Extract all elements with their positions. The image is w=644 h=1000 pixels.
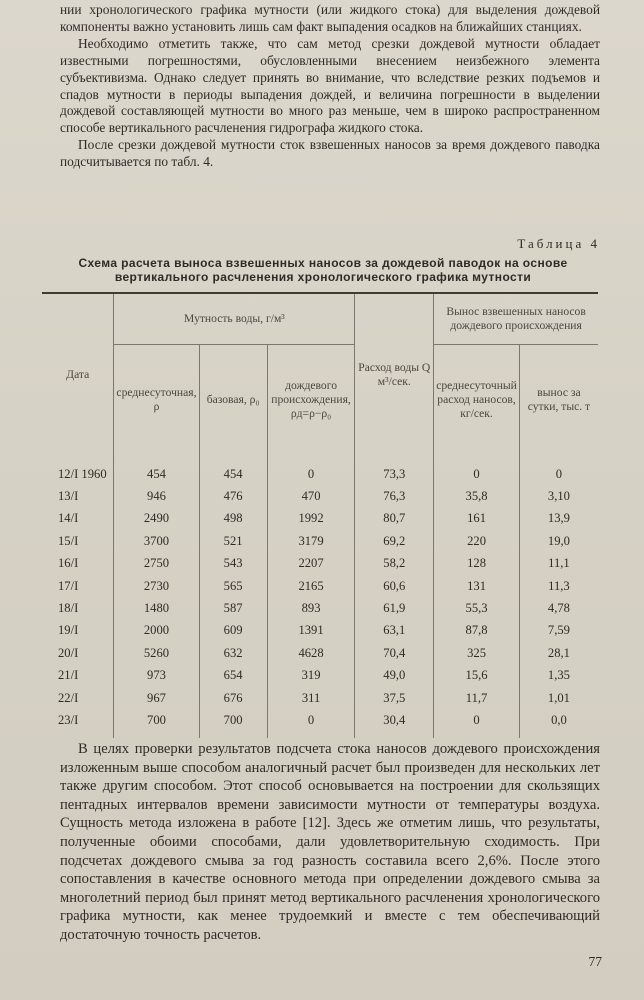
cell-base: 565 [199, 575, 267, 597]
table-body [42, 455, 598, 738]
table-row [42, 553, 598, 575]
table-row [42, 687, 598, 709]
cell-base: 609 [199, 620, 267, 642]
cell-date: 21/I [58, 668, 79, 683]
cell-rain: 2165 [267, 575, 355, 597]
cell-q: 80,7 [355, 508, 434, 530]
cell-q: 76,3 [355, 485, 434, 507]
cell-outflow: 4,78 [519, 597, 598, 619]
cell-date: 19/I [58, 623, 79, 638]
cell-outflow: 19,0 [519, 530, 598, 552]
cell-flow: 131 [434, 575, 520, 597]
cell-q: 37,5 [355, 687, 434, 709]
cell-q: 30,4 [355, 709, 434, 737]
cell-mean: 967 [114, 687, 199, 709]
cell-q: 63,1 [355, 620, 434, 642]
cell-rain: 893 [267, 597, 355, 619]
cell-q: 58,2 [355, 553, 434, 575]
paragraph-verification: В целях проверки результатов подсчета стока наносов дождевого происхождения изложенным выше способом аналогичный расчет был произведен для нескольких лет также другим способом. Этот способ основывается на построении для скользящих пентадных интервалов времени зависимости мутности от температуры воздуха. Сущность метода изложена в работе [12]. Здесь же отметим лишь, что результаты, полученные обоими способами, дали удовлетворительную сходимость. При подсчетах дождевого смыва за год разность составила всего 2,6%. После этого сопоставления в качестве основного метода при определении дождевого смыва за многолетний период был принят метод вертикального расчленения хронологического графика мутности, как менее трудоемкий и вместе с тем обеспечивающий достаточную точность расчетов. [60, 741, 600, 943]
table-row [42, 508, 598, 530]
cell-date: 20/I [58, 645, 79, 660]
header-rain-origin: дождевого происхождения, ρд=ρ−ρ₀ [267, 345, 355, 456]
cell-rain: 0 [267, 709, 355, 737]
cell-mean: 454 [114, 455, 199, 485]
cell-outflow: 7,59 [519, 620, 598, 642]
cell-date: 16/I [58, 556, 79, 571]
table-row [42, 665, 598, 687]
cell-base: 498 [199, 508, 267, 530]
cell-outflow: 28,1 [519, 642, 598, 664]
top-text-block [60, 2, 600, 171]
cell-q: 69,2 [355, 530, 434, 552]
cell-base: 543 [199, 553, 267, 575]
cell-rain: 311 [267, 687, 355, 709]
header-mean-daily: среднесуточная, ρ [114, 345, 199, 456]
header-daily-outflow: вынос за сутки, тыс. т [519, 345, 598, 456]
header-turbidity-group: Мутность воды, г/м³ [114, 293, 355, 345]
table-label: Таблица 4 [517, 236, 600, 251]
cell-mean: 2730 [114, 575, 199, 597]
paragraph-method-errors: Необходимо отметить также, что сам метод срезки дождевой мутности обладает известными погрешностями, обусловленными внесением неизбежного элемента субъективизма. Однако следует принять во внимание, что вследствие резких подъемов и спадов мутности в периоды выпадения дождей, и величина погрешности в выделении дождевой составляющей мутности во много раз меньше, чем в широко распространенном способе вертикального расчленения гидрографа жидкого стока. [60, 35, 600, 136]
cell-rain: 319 [267, 665, 355, 687]
cell-mean: 946 [114, 485, 199, 507]
cell-rain: 1391 [267, 620, 355, 642]
cell-flow: 0 [434, 709, 520, 737]
cell-outflow: 0,0 [519, 709, 598, 737]
cell-mean: 700 [114, 709, 199, 737]
cell-flow: 161 [434, 508, 520, 530]
cell-mean: 3700 [114, 530, 199, 552]
cell-q: 73,3 [355, 455, 434, 485]
cell-base: 521 [199, 530, 267, 552]
cell-base: 587 [199, 597, 267, 619]
cell-base: 654 [199, 665, 267, 687]
bottom-text-block [60, 740, 600, 945]
cell-flow: 325 [434, 642, 520, 664]
cell-rain: 3179 [267, 530, 355, 552]
header-mean-daily-flow: среднесуточный расход наносов, кг/сек. [434, 345, 520, 456]
cell-flow: 15,6 [434, 665, 520, 687]
cell-mean: 973 [114, 665, 199, 687]
page-number: 77 [588, 954, 602, 969]
cell-outflow: 13,9 [519, 508, 598, 530]
cell-flow: 11,7 [434, 687, 520, 709]
cell-base: 632 [199, 642, 267, 664]
cell-q: 60,6 [355, 575, 434, 597]
paragraph-continuation: нии хронологического графика мутности (или жидкого стока) для выделения дождевой компоненты важно установить лишь сам факт выпадения осадков на ближайших станциях. [60, 2, 600, 34]
cell-base: 476 [199, 485, 267, 507]
cell-date: 17/I [58, 578, 79, 593]
cell-rain: 470 [267, 485, 355, 507]
cell-rain: 2207 [267, 553, 355, 575]
sediment-table [42, 292, 598, 738]
cell-flow: 220 [434, 530, 520, 552]
table-row [42, 455, 598, 485]
cell-outflow: 11,1 [519, 553, 598, 575]
cell-q: 70,4 [355, 642, 434, 664]
table-row [42, 530, 598, 552]
cell-q: 61,9 [355, 597, 434, 619]
cell-outflow: 1,01 [519, 687, 598, 709]
cell-flow: 128 [434, 553, 520, 575]
cell-flow: 35,8 [434, 485, 520, 507]
cell-date: 15/I [58, 533, 79, 548]
cell-outflow: 11,3 [519, 575, 598, 597]
header-outflow-group: Вынос взвешенных наносов дождевого происхождения [434, 293, 598, 345]
cell-rain: 1992 [267, 508, 355, 530]
table-row [42, 620, 598, 642]
cell-flow: 87,8 [434, 620, 520, 642]
cell-date: 22/I [58, 690, 79, 705]
cell-date: 18/I [58, 601, 79, 616]
cell-flow: 0 [434, 455, 520, 485]
cell-date: 12/I 1960 [58, 466, 107, 481]
cell-outflow: 3,10 [519, 485, 598, 507]
table-row [42, 709, 598, 737]
table-row [42, 597, 598, 619]
cell-base: 676 [199, 687, 267, 709]
cell-q: 49,0 [355, 665, 434, 687]
table-title: Схема расчета выноса взвешенных наносов за дождевой паводок на основе вертикального расчленения хронологического графика мутности [78, 256, 568, 284]
cell-base: 700 [199, 709, 267, 737]
cell-base: 454 [199, 455, 267, 485]
paragraph-table-reference: После срезки дождевой мутности сток взвешенных наносов за время дождевого паводка подсчитывается по табл. 4. [60, 137, 600, 170]
cell-date: 23/I [58, 712, 79, 727]
cell-outflow: 0 [519, 455, 598, 485]
header-date: Дата [42, 293, 114, 455]
cell-mean: 1480 [114, 597, 199, 619]
cell-mean: 2000 [114, 620, 199, 642]
table-row [42, 575, 598, 597]
cell-date: 14/I [58, 511, 79, 526]
cell-rain: 0 [267, 455, 355, 485]
cell-flow: 55,3 [434, 597, 520, 619]
table-row [42, 485, 598, 507]
header-discharge: Расход воды Q м³/сек. [355, 293, 434, 455]
cell-mean: 5260 [114, 642, 199, 664]
cell-rain: 4628 [267, 642, 355, 664]
cell-outflow: 1,35 [519, 665, 598, 687]
header-base: базовая, ρ₀ [199, 345, 267, 456]
table-row [42, 642, 598, 664]
cell-date: 13/I [58, 489, 79, 504]
cell-mean: 2750 [114, 553, 199, 575]
cell-mean: 2490 [114, 508, 199, 530]
